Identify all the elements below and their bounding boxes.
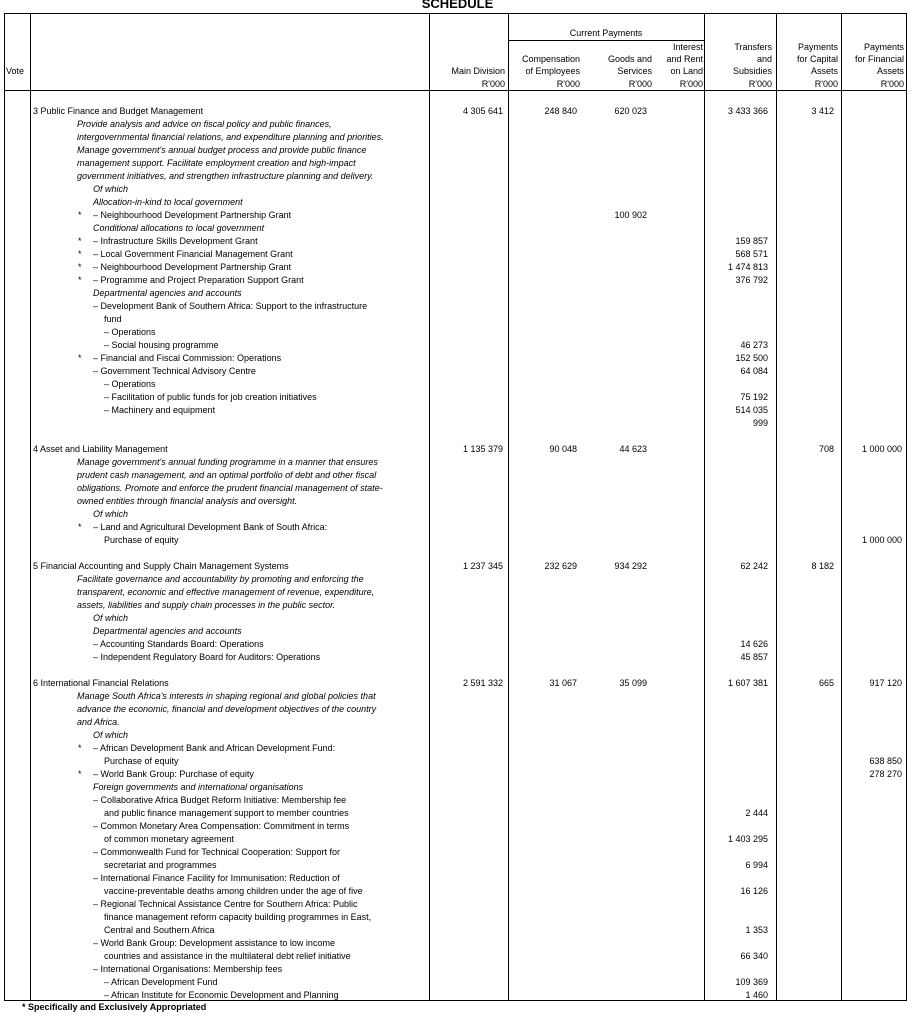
- transfers-value: 3 433 366: [727, 106, 768, 116]
- transfers-value: 16 126: [740, 886, 768, 896]
- asterisk-marker: *: [78, 769, 82, 779]
- row-text: Manage government's annual funding programme in a manner that ensures: [77, 457, 378, 467]
- row-text: and public finance management support to member countries: [104, 808, 349, 818]
- row-text: – Accounting Standards Board: Operations: [93, 639, 264, 649]
- goods-services-value: 100 902: [614, 210, 647, 220]
- financial-assets-header: Payments: [863, 42, 904, 52]
- compensation-value: 248 840: [544, 106, 577, 116]
- interest-rent-header: Interest: [672, 42, 703, 52]
- compensation-value: 31 067: [549, 678, 577, 688]
- compensation-header: Compensation: [521, 54, 580, 64]
- row-text: finance management reform capacity building programmes in East,: [104, 912, 372, 922]
- asterisk-marker: *: [78, 353, 82, 363]
- row-text: – Infrastructure Skills Development Grant: [93, 236, 258, 246]
- transfers-value: 1 353: [745, 925, 768, 935]
- goods-services-header: Services: [617, 66, 652, 76]
- main-division-value: 4 305 641: [462, 106, 503, 116]
- row-text: – Collaborative Africa Budget Reform Initiative: Membership fee: [93, 795, 347, 805]
- row-text: – Independent Regulatory Board for Auditors: Operations: [93, 652, 321, 662]
- row-text: – World Bank Group: Development assistance to low income: [93, 938, 335, 948]
- transfers-value: 159 857: [735, 236, 768, 246]
- financial-assets-header: for Financial: [854, 54, 904, 64]
- capital-assets-header: for Capital: [796, 54, 838, 64]
- asterisk-marker: *: [78, 522, 82, 532]
- capital-assets-header: Payments: [797, 42, 838, 52]
- transfers-unit: R'000: [748, 79, 772, 89]
- row-text: Purchase of equity: [104, 756, 179, 766]
- row-text: of common monetary agreement: [104, 834, 235, 844]
- row-text: Manage South Africa's interests in shaping regional and global policies that: [77, 691, 376, 701]
- row-text: prudent cash management, and an optimal portfolio of debt and other fiscal: [77, 470, 377, 480]
- goods-services-value: 35 099: [619, 678, 647, 688]
- row-text: assets, liabilities and supply chain processes in the public sector.: [77, 600, 336, 610]
- transfers-value: 46 273: [740, 340, 768, 350]
- financial-assets-unit: R'000: [880, 79, 904, 89]
- transfers-value: 152 500: [735, 353, 768, 363]
- compensation-header: of Employees: [525, 66, 580, 76]
- vote-heading: 3 Public Finance and Budget Management: [33, 106, 204, 116]
- row-text: Of which: [93, 509, 129, 519]
- transfers-value: 568 571: [735, 249, 768, 259]
- row-text: transparent, economic and effective management of revenue, expenditure,: [77, 587, 375, 597]
- financial-assets-value: 638 850: [869, 756, 902, 766]
- financial-assets-value: 278 270: [869, 769, 902, 779]
- transfers-value: 999: [752, 418, 768, 428]
- row-text: Purchase of equity: [104, 535, 179, 545]
- transfers-header: and: [756, 54, 772, 64]
- row-text: Allocation-in-kind to local government: [93, 197, 243, 207]
- transfers-value: 14 626: [740, 639, 768, 649]
- financial-assets-header: Assets: [876, 66, 904, 76]
- row-text: – Common Monetary Area Compensation: Commitment in terms: [93, 821, 350, 831]
- asterisk-marker: *: [78, 743, 82, 753]
- main-division-value: 1 135 379: [462, 444, 503, 454]
- row-text: – Machinery and equipment: [104, 405, 216, 415]
- interest-rent-unit: R'000: [679, 79, 703, 89]
- row-text: – Neighbourhood Development Partnership Grant: [93, 262, 292, 272]
- footnote: * Specifically and Exclusively Appropriated: [22, 1002, 207, 1012]
- row-text: secretariat and programmes: [104, 860, 217, 870]
- row-text: government initiatives, and strengthen infrastructure planning and delivery.: [77, 171, 374, 181]
- row-text: Departmental agencies and accounts: [93, 288, 242, 298]
- row-text: Manage government's annual budget process and provide public finance: [77, 145, 367, 155]
- compensation-unit: R'000: [556, 79, 580, 89]
- transfers-value: 1 403 295: [727, 834, 768, 844]
- transfers-value: 66 340: [740, 951, 768, 961]
- row-text: intergovernmental financial relations, and expenditure planning and priorities.: [77, 132, 384, 142]
- transfers-value: 1 460: [745, 990, 768, 1000]
- capital-assets-value: 665: [818, 678, 834, 688]
- row-text: – African Institute for Economic Development and Planning: [104, 990, 339, 1000]
- row-text: Conditional allocations to local government: [93, 223, 265, 233]
- capital-assets-value: 708: [818, 444, 834, 454]
- asterisk-marker: *: [78, 275, 82, 285]
- transfers-value: 45 857: [740, 652, 768, 662]
- row-text: – Government Technical Advisory Centre: [93, 366, 256, 376]
- asterisk-marker: *: [78, 210, 82, 220]
- transfers-value: 376 792: [735, 275, 768, 285]
- row-text: Of which: [93, 184, 129, 194]
- row-text: – Regional Technical Assistance Centre for Southern Africa: Public: [93, 899, 358, 909]
- row-text: – Neighbourhood Development Partnership Grant: [93, 210, 292, 220]
- main-division-unit: R'000: [481, 79, 505, 89]
- row-text: – Programme and Project Preparation Support Grant: [93, 275, 304, 285]
- transfers-value: 109 369: [735, 977, 768, 987]
- transfers-value: 62 242: [740, 561, 768, 571]
- row-text: – Social housing programme: [104, 340, 219, 350]
- current-payments-header: Current Payments: [569, 28, 643, 38]
- goods-services-value: 934 292: [614, 561, 647, 571]
- transfers-header: Transfers: [734, 42, 772, 52]
- row-text: – International Organisations: Membership fees: [93, 964, 283, 974]
- transfers-value: 2 444: [745, 808, 768, 818]
- interest-rent-header: and Rent: [666, 54, 703, 64]
- asterisk-marker: *: [78, 249, 82, 259]
- row-text: vaccine-preventable deaths among children under the age of five: [104, 886, 363, 896]
- main-division-value: 2 591 332: [462, 678, 503, 688]
- goods-services-value: 620 023: [614, 106, 647, 116]
- main-division-value: 1 237 345: [462, 561, 503, 571]
- row-text: Of which: [93, 613, 129, 623]
- financial-assets-value: 1 000 000: [861, 444, 902, 454]
- row-text: obligations. Promote and enforce the prudent financial management of state-: [77, 483, 383, 493]
- row-text: – Local Government Financial Management Grant: [93, 249, 293, 259]
- transfers-value: 6 994: [745, 860, 768, 870]
- row-text: – Facilitation of public funds for job creation initiatives: [104, 392, 317, 402]
- capital-assets-header: Assets: [810, 66, 838, 76]
- main-division-header: Main Division: [451, 66, 505, 76]
- row-text: Departmental agencies and accounts: [93, 626, 242, 636]
- row-text: Provide analysis and advice on fiscal policy and public finances,: [77, 119, 332, 129]
- row-text: – African Development Fund: [104, 977, 218, 987]
- row-text: Of which: [93, 730, 129, 740]
- row-text: countries and assistance in the multilateral debt relief initiative: [104, 951, 351, 961]
- row-text: – Financial and Fiscal Commission: Operations: [93, 353, 282, 363]
- vote-heading: 6 International Financial Relations: [33, 678, 169, 688]
- row-text: – Land and Agricultural Development Bank of South Africa:: [93, 522, 328, 532]
- row-text: – African Development Bank and African Development Fund:: [93, 743, 336, 753]
- vote-header: Vote: [6, 66, 25, 76]
- row-text: fund: [104, 314, 122, 324]
- schedule-title: SCHEDULE: [421, 0, 494, 11]
- compensation-value: 232 629: [544, 561, 577, 571]
- asterisk-marker: *: [78, 236, 82, 246]
- row-text: Central and Southern Africa: [104, 925, 215, 935]
- row-text: owned entities through financial analysis and oversight.: [77, 496, 298, 506]
- capital-assets-value: 8 182: [811, 561, 834, 571]
- transfers-value: 1 474 813: [727, 262, 768, 272]
- capital-assets-value: 3 412: [811, 106, 834, 116]
- row-text: management support. Facilitate employment creation and high-impact: [77, 158, 356, 168]
- row-text: Foreign governments and international organisations: [93, 782, 304, 792]
- transfers-value: 514 035: [735, 405, 768, 415]
- financial-assets-value: 917 120: [869, 678, 902, 688]
- transfers-header: Subsidies: [732, 66, 772, 76]
- row-text: and Africa.: [77, 717, 120, 727]
- compensation-value: 90 048: [549, 444, 577, 454]
- row-text: – Development Bank of Southern Africa: Support to the infrastructure: [93, 301, 368, 311]
- goods-services-unit: R'000: [628, 79, 652, 89]
- row-text: – World Bank Group: Purchase of equity: [93, 769, 254, 779]
- row-text: – International Finance Facility for Immunisation: Reduction of: [93, 873, 340, 883]
- transfers-value: 75 192: [740, 392, 768, 402]
- goods-services-header: Goods and: [607, 54, 652, 64]
- row-text: advance the economic, financial and development objectives of the country: [77, 704, 377, 714]
- interest-rent-header: on Land: [670, 66, 703, 76]
- goods-services-value: 44 623: [619, 444, 647, 454]
- row-text: – Operations: [104, 327, 156, 337]
- capital-assets-unit: R'000: [814, 79, 838, 89]
- transfers-value: 64 084: [740, 366, 768, 376]
- financial-assets-value: 1 000 000: [861, 535, 902, 545]
- asterisk-marker: *: [78, 262, 82, 272]
- row-text: – Commonwealth Fund for Technical Cooperation: Support for: [93, 847, 340, 857]
- vote-heading: 5 Financial Accounting and Supply Chain Management Systems: [33, 561, 289, 571]
- row-text: Facilitate governance and accountability by promoting and enforcing the: [77, 574, 364, 584]
- row-text: – Operations: [104, 379, 156, 389]
- transfers-value: 1 607 381: [727, 678, 768, 688]
- vote-heading: 4 Asset and Liability Management: [33, 444, 168, 454]
